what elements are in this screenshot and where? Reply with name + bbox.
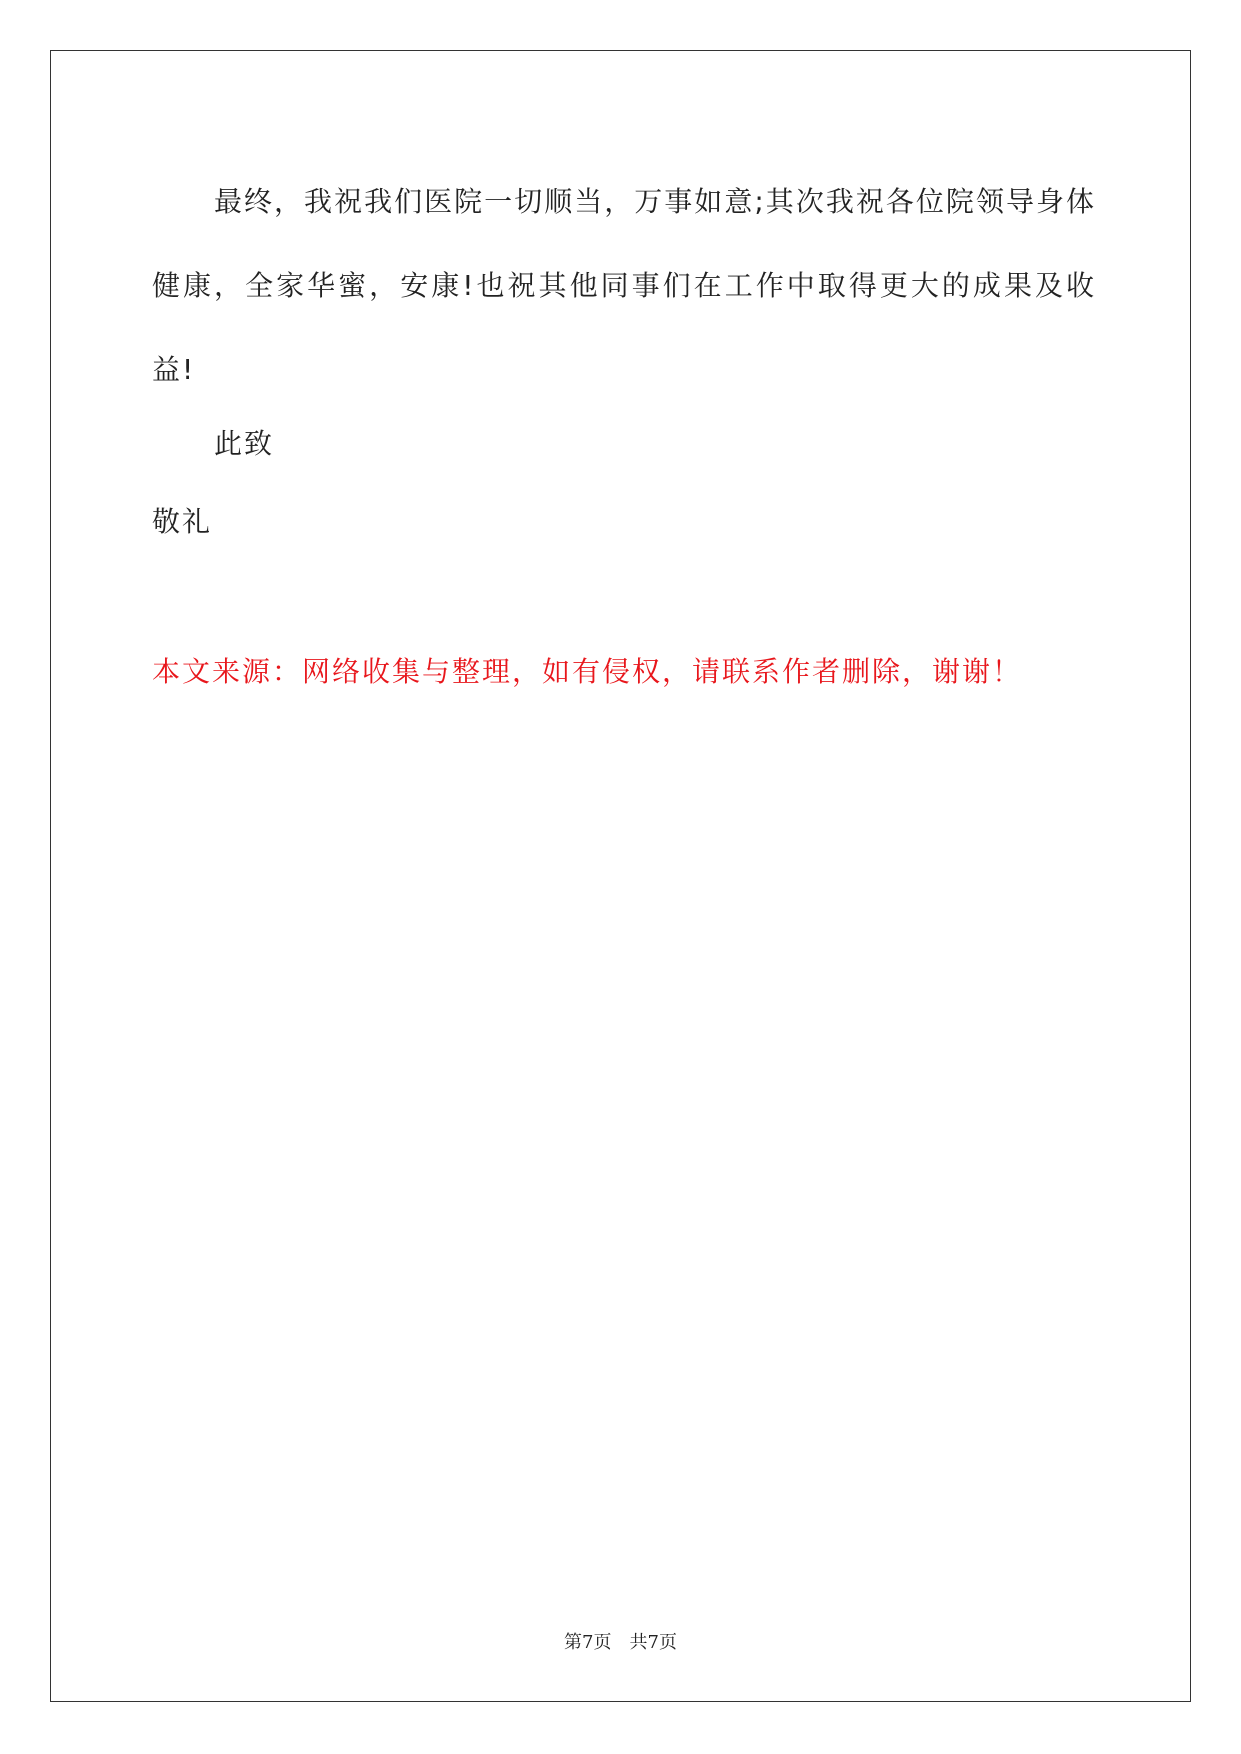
body-paragraph: 最终，我祝我们医院一切顺当，万事如意;其次我祝各位院领导身体健康，全家华蜜，安康!也祝其他同事们在工作中取得更大的成果及收益! [152,185,1096,386]
page-number-total: 共7页 [629,1632,677,1653]
closing-salutation: 此致 [214,427,275,460]
source-notice: 本文来源：网络收集与整理，如有侵权，请联系作者删除，谢谢！ [152,655,1023,688]
closing-regards: 敬礼 [152,505,213,538]
page-number-current: 第7页 [564,1632,612,1653]
document-body [152,160,1096,542]
page-footer [0,1628,1241,1654]
